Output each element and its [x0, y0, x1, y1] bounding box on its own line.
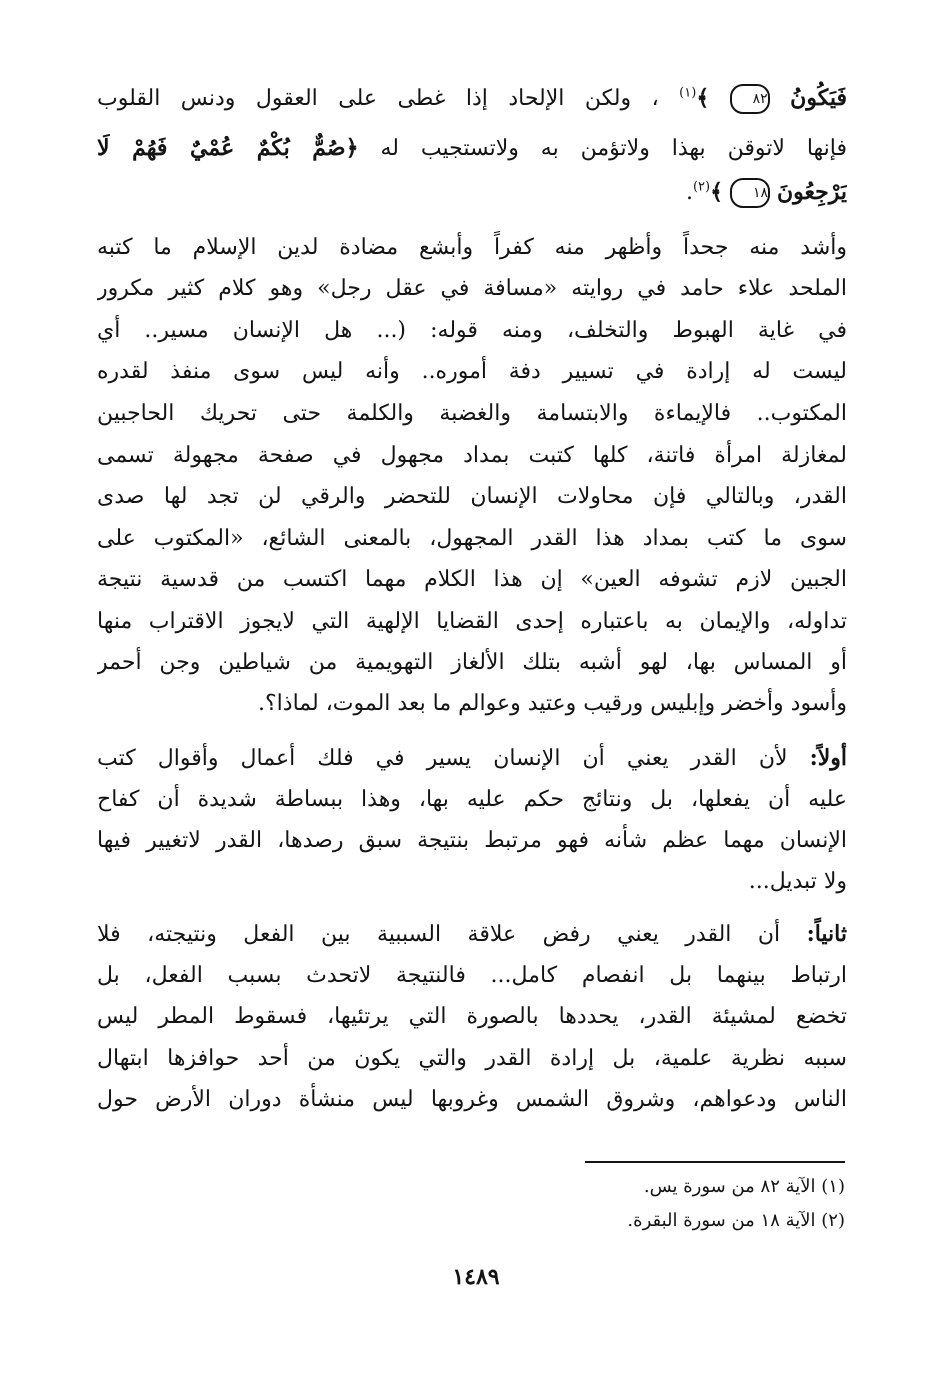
- quran-fragment: فَيَكُونُ: [790, 85, 847, 111]
- ayah-number-marker: ١٨: [730, 178, 770, 208]
- para3-line: تخضع لمشيئة القدر، يحددها بالصورة التي يرتئيها، فسقوط المطر ليس: [97, 1004, 847, 1029]
- paragraph-lead: ثانياً:: [806, 921, 847, 947]
- ayah-number-marker: ٨٢: [730, 84, 770, 114]
- text-run: أن القدر يعني رفض علاقة السببية بين الفعل ونتيجته، فلا: [97, 922, 781, 947]
- para1-line: سوى ما كتب بمداد هذا القدر المجهول، بالمعنى الشائع، «المكتوب على: [97, 526, 847, 551]
- para1-line: الجبين لازم تشوفه العين» إن هذا الكلام مهما اكتسب من قدسية نتيجة: [97, 567, 847, 592]
- para3-line: سببه نظرية علمية، بل إرادة القدر والتي يكون من أحد حوافزها ابتهال: [97, 1046, 847, 1071]
- quran-fragment: ﴿صُمٌّ بُكْمٌ عُمْيٌ فَهُمْ لَا: [97, 135, 359, 161]
- footnote-divider: [585, 1161, 845, 1163]
- para1-line: وأسود وأخضر وإبليس ورقيب وعتيد وعوالم ما بعد الموت، لماذا؟.: [258, 691, 847, 716]
- text-run: لأن القدر يعني أن الإنسان يسير في فلك أعمال وأقوال كتب: [97, 746, 788, 771]
- para1-line: الملحد علاء حامد في روايته «مسافة في عقل رجل» وهو كلام كثير مكرور: [97, 276, 847, 301]
- para1-line: القدر، وبالتالي فإن محاولات الإنسان للتحضر والرقي لن تجد لها صدى: [97, 484, 847, 509]
- para1-line: أو المساس بها، لهو أشبه بتلك الألغاز التهويمية من شياطين وجن أحمر: [97, 650, 847, 675]
- para3-line: ارتباط بينهما بل انفصام كامل... فالنتيجة لاتحدث بسبب الفعل، بل: [97, 963, 847, 988]
- para2-line: عليه أن يفعلها، بل ونتائج حكم عليه بها، وهذا ببساطة شديدة أن كفاح: [97, 787, 847, 812]
- text-run: فإنها لاتوقن بهذا ولاتؤمن به ولاتستجيب له: [380, 136, 847, 161]
- footnote-ref: (٢): [692, 179, 711, 195]
- para1-line: في غاية الهبوط والتخلف، ومنه قوله: (... هل الإنسان مسير.. أي: [97, 318, 847, 343]
- page-number: ١٤٨٩: [452, 1264, 500, 1290]
- text-run: ، ولكن الإلحاد إذا غطى على العقول ودنس القلوب: [97, 86, 659, 111]
- para2-line: ولا تبديل...: [748, 869, 847, 894]
- opening-line-3: يَرْجِعُونَ ١٨ ﴾$^{(٢)}$.: [97, 172, 847, 212]
- para2-line: الإنسان مهما عظم شأنه فهو مرتبط بنتيجة سبق رصدها، القدر لاتغيير فيها: [97, 828, 847, 853]
- para3-line: الناس ودعواهم، وشروق الشمس وغروبها ليس منشأة دوران الأرض حول: [97, 1087, 847, 1112]
- footnote-ref: (١): [679, 85, 697, 101]
- para1-line: ليست له إرادة في تسيير دفة أموره.. وأنه ليس سوى منفذ لقدره: [97, 359, 847, 384]
- opening-line-2: [97, 128, 847, 168]
- opening-line-1: فَيَكُونُ ٨٢ ﴾$^{(١)}$ ، ولكن الإلحاد إذا غطى على العقول ودنس القلوب: [97, 78, 847, 118]
- footnote: (١) الآية ٨٢ من سورة يس.: [643, 1176, 845, 1197]
- para1-line: لمغازلة امرأة فاتنة، كلها كتبت بمداد مجهول في صفحة مجهولة تسمى: [97, 443, 847, 468]
- paragraph-lead: أولاً:: [809, 745, 847, 771]
- para3-line-1: [97, 914, 847, 954]
- para1-line: وأشد منه جحداً وأظهر منه كفراً وأبشع مضادة لدين الإسلام ما كتبه: [97, 235, 847, 260]
- para1-line: المكتوب.. فالإيماءة والابتسامة والغضبة والكلمة حتى تحريك الحاجبين: [97, 401, 847, 426]
- para2-line-1: [97, 738, 847, 778]
- quran-fragment: يَرْجِعُونَ: [777, 179, 847, 205]
- footnote: (٢) الآية ١٨ من سورة البقرة.: [627, 1210, 845, 1231]
- para1-line: تداوله، والإيمان به باعتباره إحدى القضايا الإلهية التي لايجوز الاقتراب منها: [97, 609, 847, 634]
